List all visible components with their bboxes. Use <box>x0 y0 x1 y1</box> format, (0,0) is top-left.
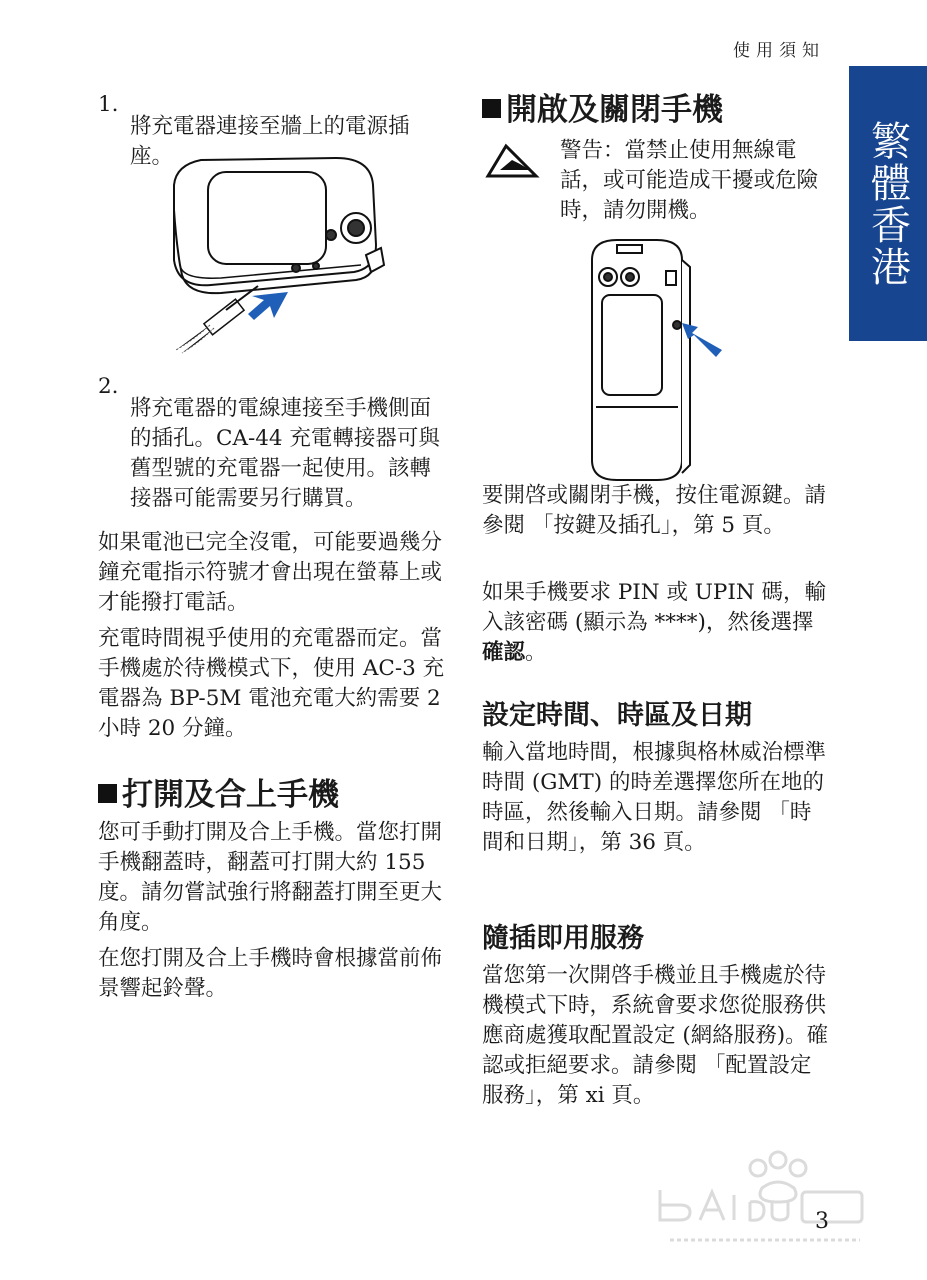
language-tab <box>849 66 927 341</box>
para-pin-after: 。 <box>525 640 547 665</box>
heading-power-text: 開啟及關閉手機 <box>506 92 723 128</box>
para-pin <box>482 578 832 668</box>
step-2 <box>98 372 448 535</box>
para-battery: 如果電池已完全沒電，可能要過幾分鐘充電指示符號才會出現在螢幕上或才能撥打電話。 <box>98 530 443 615</box>
para-open: 您可手動打開及合上手機。當您打開手機翻蓋時，翻蓋可打開大約 155 度。請勿嘗試強行將翻蓋打開至更大角度。 <box>98 820 443 935</box>
para-charge-time: 充電時間視乎使用的充電器而定。當手機處於待機模式下，使用 AC-3 充電器為 BP-5M 電池充電大約需要 2 小時 20 分鐘。 <box>98 626 445 741</box>
heading-time: 設定時間、時區及日期 <box>482 700 752 731</box>
warning-icon <box>484 140 540 180</box>
page-number: 3 <box>815 1209 829 1234</box>
para-power: 要開啓或關閉手機，按住電源鍵。請參閱 「按鍵及插孔」，第 5 頁。 <box>482 483 827 538</box>
para-time: 輸入當地時間，根據與格林威治標準時間 (GMT) 的時差選擇您所在地的時區，然後輸入日期。請參閱 「時間和日期」，第 36 頁。 <box>482 740 827 855</box>
step-1-text: 將充電器連接至牆上的電源插座。 <box>130 113 410 169</box>
heading-plug: 隨插即用服務 <box>482 923 644 954</box>
heading-open-close <box>98 775 339 815</box>
confirm-key-label: 確認 <box>482 640 526 665</box>
step-2-number: 2. <box>98 374 119 399</box>
heading-open-close-text: 打開及合上手機 <box>122 777 339 813</box>
phone-power-illustration <box>582 235 732 485</box>
heading-square-icon <box>482 99 501 118</box>
baidu-watermark-logo <box>640 1140 890 1250</box>
step-2-text: 將充電器的電線連接至手機側面的插孔。CA-44 充電轉接器可與舊型號的充電器一起使用。該轉接器可能需要另行購買。 <box>130 395 440 511</box>
para-plug: 當您第一次開啓手機並且手機處於待機模式下時，系統會要求您從服務供應商處獲取配置設定 (網絡服務)。確認或拒絕要求。請參閱 「配置設定服務」，第 xi 頁。 <box>482 963 829 1108</box>
step-1-number: 1. <box>98 92 119 117</box>
heading-square-icon <box>98 784 117 803</box>
para-pin-before: 如果手機要求 PIN 或 UPIN 碼，輸入該密碼 (顯示為 ****)，然後選擇 <box>482 580 827 635</box>
para-ring: 在您打開及合上手機時會根據當前佈景響起鈴聲。 <box>98 946 443 1001</box>
charger-illustration <box>166 150 446 355</box>
page-header: 使用須知 <box>733 41 825 61</box>
heading-power <box>482 90 723 130</box>
warning-text: 警告：當禁止使用無線電話，或可能造成干擾或危險時，請勿開機。 <box>560 138 819 223</box>
language-tab-label: 繁體香港 <box>864 119 911 288</box>
